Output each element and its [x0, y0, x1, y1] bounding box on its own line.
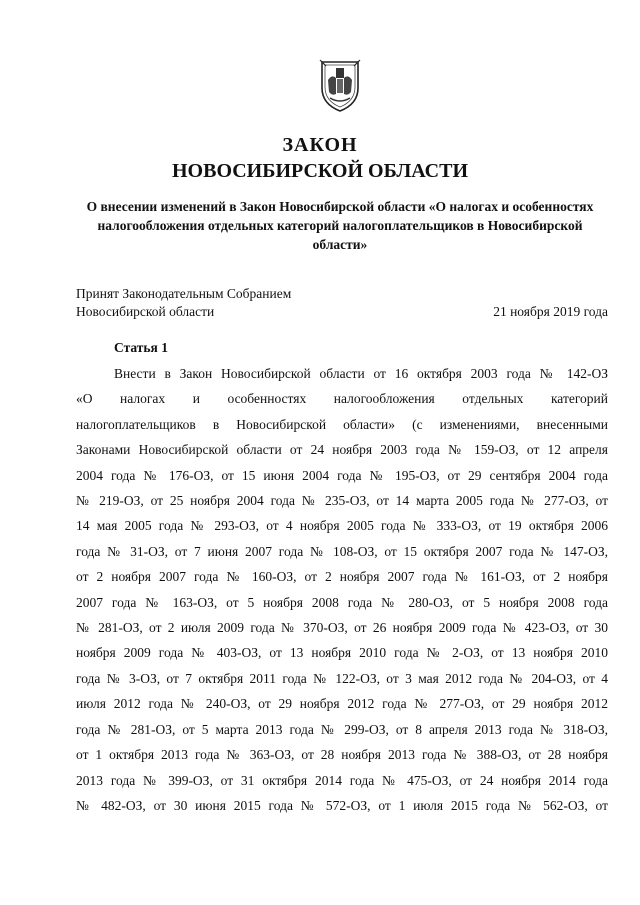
article-line: № 482-ОЗ, от 30 июня 2015 года № 572-ОЗ, от 1 июля 2015 года № 562-ОЗ, от [76, 797, 608, 813]
article-line: 2007 года № 163-ОЗ, от 5 ноября 2008 года № 280-ОЗ, от 5 ноября 2008 года [76, 594, 608, 610]
article-line: года № 281-ОЗ, от 5 марта 2013 года № 299-ОЗ, от 8 апреля 2013 года № 318-ОЗ, [76, 721, 608, 737]
article-line: 14 мая 2005 года № 293-ОЗ, от 4 ноября 2005 года № 333-ОЗ, от 19 октября 2006 [76, 518, 608, 534]
article-line: года № 3-ОЗ, от 7 октября 2011 года № 122-ОЗ, от 3 мая 2012 года № 204-ОЗ, от 4 [76, 670, 608, 686]
article-line: года № 31-ОЗ, от 7 июня 2007 года № 108-ОЗ, от 15 октября 2007 года № 147-ОЗ, [76, 543, 608, 559]
article-body [76, 361, 608, 818]
article-line: «О налогах и особенностях налогообложения отдельных категорий [76, 391, 608, 407]
adoption-date: 21 ноября 2019 года [493, 304, 608, 319]
article-line: от 1 октября 2013 года № 363-ОЗ, от 28 ноября 2013 года № 388-ОЗ, от 28 ноября [76, 747, 608, 763]
article-line: Внести в Закон Новосибирской области от 16 октября 2003 года № 142-ОЗ [114, 366, 608, 381]
region-title: НОВОСИБИРСКОЙ ОБЛАСТИ [171, 160, 469, 182]
article-line: налогоплательщиков в Новосибирской области» (с изменениями, внесенными [76, 416, 608, 432]
article-line: № 281-ОЗ, от 2 июля 2009 года № 370-ОЗ, от 26 ноября 2009 года № 423-ОЗ, от 30 [76, 620, 608, 636]
article-line: 2004 года № 176-ОЗ, от 15 июня 2004 года № 195-ОЗ, от 29 сентября 2004 года [76, 467, 608, 483]
coat-of-arms-icon [318, 58, 362, 114]
adoption-line-1: Принят Законодательным Собранием [76, 286, 292, 301]
article-line: от 2 ноября 2007 года № 160-ОЗ, от 2 ноября 2007 года № 161-ОЗ, от 2 ноября [76, 569, 608, 585]
article-line: № 219-ОЗ, от 25 ноября 2004 года № 235-ОЗ, от 14 марта 2005 года № 277-ОЗ, от [76, 493, 608, 509]
article-line: ноября 2009 года № 403-ОЗ, от 13 ноября 2010 года № 2-ОЗ, от 13 ноября 2010 [76, 645, 608, 661]
law-subtitle: О внесении изменений в Закон Новосибирской области «О налогах и особенностях налогообложения отдельных категорий налогоплательщиков в Новосибирской области» [86, 199, 594, 252]
adoption-body: Новосибирской области [76, 304, 215, 319]
article-line: 2013 года № 399-ОЗ, от 31 октября 2014 года № 475-ОЗ, от 24 ноября 2014 года [76, 772, 608, 788]
article-heading: Статья 1 [114, 340, 168, 355]
adoption-line-2 [76, 304, 608, 320]
article-line: Законами Новосибирской области от 24 ноября 2003 года № 159-ОЗ, от 12 апреля [76, 442, 608, 458]
law-title: ЗАКОН [282, 134, 358, 156]
article-line: июля 2012 года № 240-ОЗ, от 29 ноября 2012 года № 277-ОЗ, от 29 ноября 2012 [76, 696, 608, 712]
